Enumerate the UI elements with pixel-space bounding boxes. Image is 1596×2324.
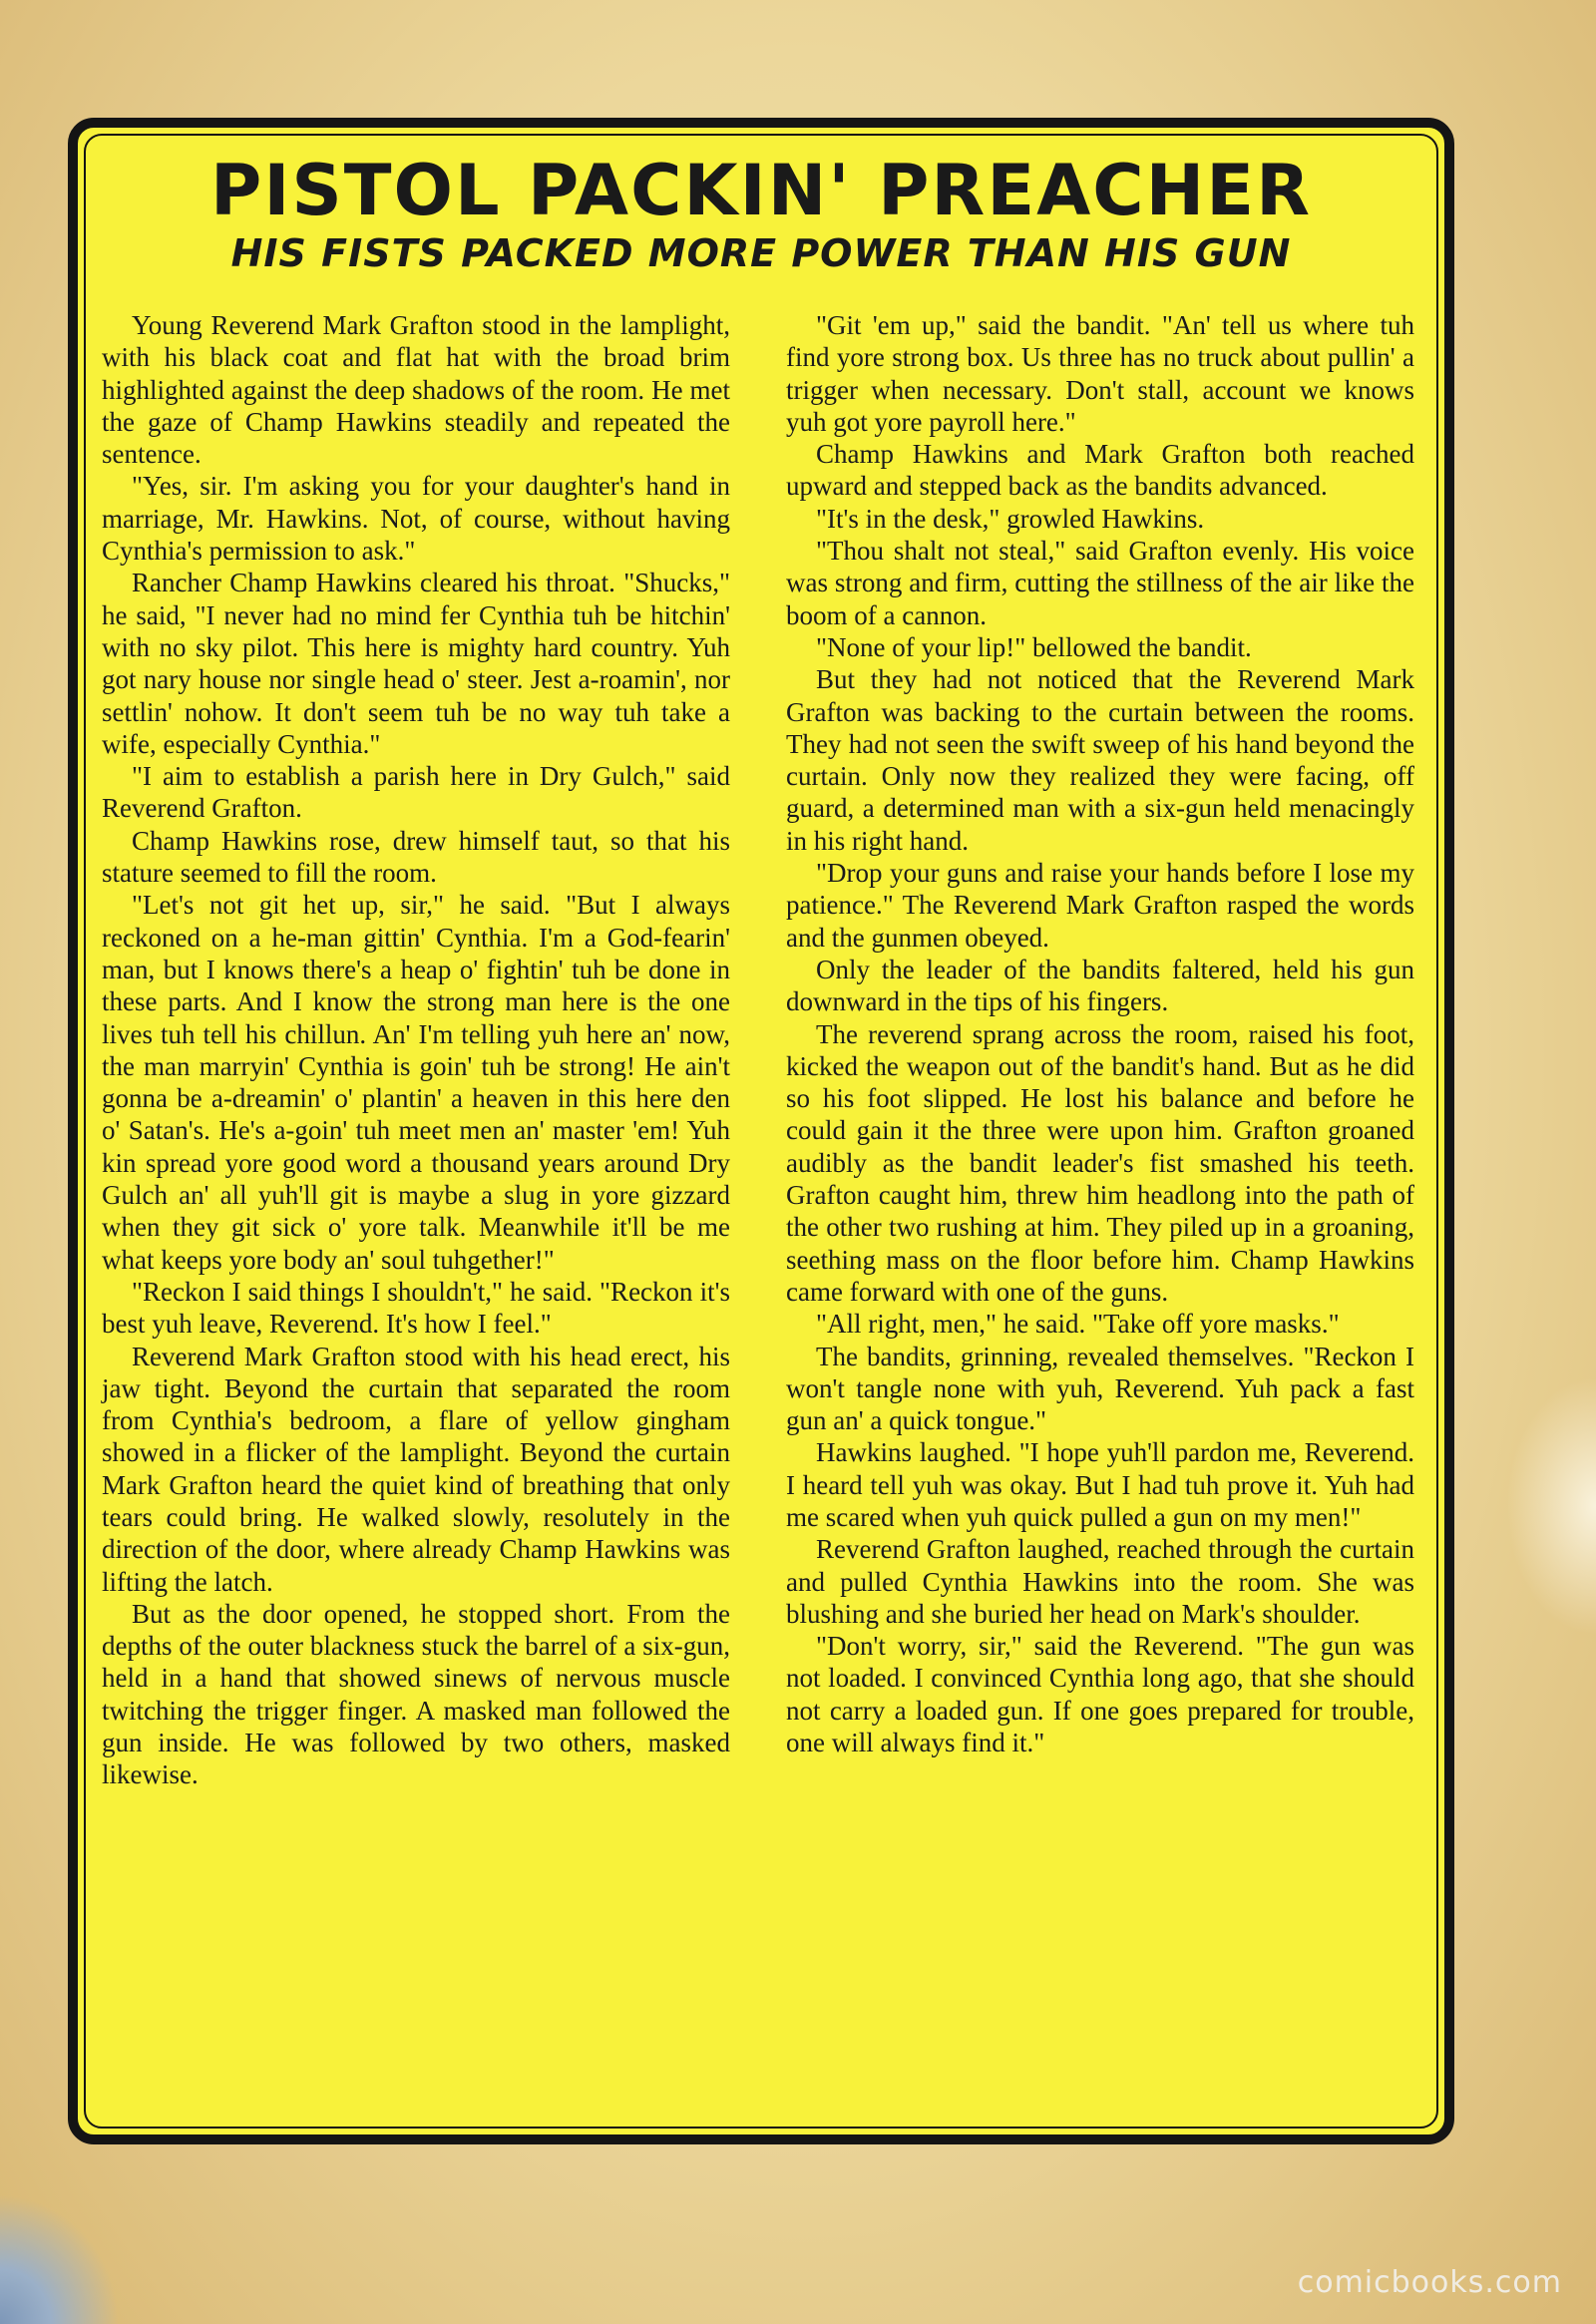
paragraph: "Git 'em up," said the bandit. "An' tell us where tuh find yore strong box. Us three has no truck about pullin' a trigger when necessary. Don't stall, account we knows yuh got yore payroll here." <box>786 310 1414 437</box>
paragraph: "Reckon I said things I shouldn't," he said. "Reckon it's best yuh leave, Reverend. It's how I feel." <box>102 1276 730 1340</box>
paragraph: "Don't worry, sir," said the Reverend. "The gun was not loaded. I convinced Cynthia long ago, that she should not carry a loaded gun. If one goes prepared for trouble, one will always find it." <box>786 1631 1414 1758</box>
paragraph: But they had not noticed that the Reverend Mark Grafton was backing to the curtain between the rooms. They had not seen the swift sweep of his hand beyond the curtain. Only now they realized they were facing, off guard, a determined man with a six-gun held menacingly in his right hand. <box>786 664 1414 856</box>
story-title: PISTOL PACKIN' PREACHER <box>210 150 1312 231</box>
paragraph: "I aim to establish a parish here in Dry Gulch," said Reverend Grafton. <box>102 761 730 824</box>
paragraph: The reverend sprang across the room, raised his foot, kicked the weapon out of the bandit's hand. But as he did so his foot slipped. He lost his balance and before he could gain it the three were upon him. Grafton groaned audibly as the bandit leader's fist smashed his teeth. Grafton caught him, threw him headlong into the path of the other two rushing at him. They piled up in a groaning, seething mass on the floor before him. Champ Hawkins came forward with one of the guns. <box>786 1018 1414 1307</box>
paragraph: Reverend Grafton laughed, reached through the curtain and pulled Cynthia Hawkins into the room. She was blushing and she buried her head on Mark's shoulder. <box>786 1534 1414 1629</box>
story-panel <box>68 118 1454 2144</box>
paragraph: The bandits, grinning, revealed themselves. "Reckon I won't tangle none with yuh, Reverend. Yuh pack a fast gun an' a quick tongue." <box>786 1341 1414 1436</box>
text-column-right <box>786 309 1414 1758</box>
paragraph: "Let's not git het up, sir," he said. "But I always reckoned on a he-man gittin' Cynthia. I'm a God-fearin' man, but I knows there's a heap o' fightin' tuh be done in these parts. And I know the strong man here is the one lives tuh tell his chillun. An' I'm telling yuh here an' now, the man marryin' Cynthia is goin' tuh be strong! He ain't gonna be a-dreamin' o' plantin' a heaven in this here den o' Satan's. He's a-goin' tuh meet men an' master 'em! Yuh kin spread yore good word a thousand years around Dry Gulch an' all yuh'll git is maybe a slug in yore gizzard when they git sick o' yore talk. Meanwhile it'll be me what keeps yore body an' soul tuhgether!" <box>102 890 730 1275</box>
paragraph: Hawkins laughed. "I hope yuh'll pardon me, Reverend. I heard tell yuh was okay. But I had tuh prove it. Yuh had me scared when yuh quick pulled a gun on my men!" <box>786 1437 1414 1532</box>
paragraph: "Thou shalt not steal," said Grafton evenly. His voice was strong and firm, cutting the stillness of the air like the boom of a cannon. <box>786 536 1414 630</box>
paragraph: "All right, men," he said. "Take off yore masks." <box>816 1309 1340 1340</box>
paper-stain <box>0 2194 120 2324</box>
paragraph: "None of your lip!" bellowed the bandit. <box>816 631 1252 662</box>
paragraph: "It's in the desk," growled Hawkins. <box>816 503 1205 534</box>
paragraph: Champ Hawkins and Mark Grafton both reached upward and stepped back as the bandits advanced. <box>786 439 1414 502</box>
text-column-left <box>102 309 730 1791</box>
story-subtitle: HIS FISTS PACKED MORE POWER THAN HIS GUN <box>230 231 1292 275</box>
paragraph: "Drop your guns and raise your hands before I lose my patience." The Reverend Mark Grafton rasped the words and the gunmen obeyed. <box>786 858 1414 953</box>
paragraph: "Yes, sir. I'm asking you for your daughter's hand in marriage, Mr. Hawkins. Not, of course, without having Cynthia's permission to ask." <box>102 471 730 567</box>
source-watermark: comicbooks.com <box>1297 2265 1562 2300</box>
paragraph: Young Reverend Mark Grafton stood in the lamplight, with his black coat and flat hat with the broad brim highlighted against the deep shadows of the room. He met the gaze of Champ Hawkins steadily and repeated the sentence. <box>102 310 730 470</box>
paragraph: Champ Hawkins rose, drew himself taut, so that his stature seemed to fill the room. <box>102 825 730 889</box>
paragraph: But as the door opened, he stopped short. From the depths of the outer blackness stuck the barrel of a six-gun, held in a hand that showed sinews of nervous muscle twitching the trigger finger. A masked man followed the gun inside. He was followed by two others, masked likewise. <box>102 1598 730 1790</box>
paragraph: Only the leader of the bandits faltered, held his gun downward in the tips of his fingers. <box>786 954 1414 1017</box>
paper-wear <box>1506 1376 1596 1636</box>
paragraph: Rancher Champ Hawkins cleared his throat. "Shucks," he said, "I never had no mind fer Cynthia tuh be hitchin' with no sky pilot. This here is mighty hard country. Yuh got nary house nor single head o' steer. Jest a-roamin', nor settlin' nohow. It don't seem tuh be no way tuh take a wife, especially Cynthia." <box>102 568 730 759</box>
paragraph: Reverend Mark Grafton stood with his head erect, his jaw tight. Beyond the curtain that separated the room from Cynthia's bedroom, a flare of yellow gingham showed in a flicker of the lamplight. Beyond the curtain Mark Grafton heard the quiet kind of breathing that only tears could bring. He walked slowly, resolutely in the direction of the door, where already Champ Hawkins was lifting the latch. <box>102 1341 730 1597</box>
